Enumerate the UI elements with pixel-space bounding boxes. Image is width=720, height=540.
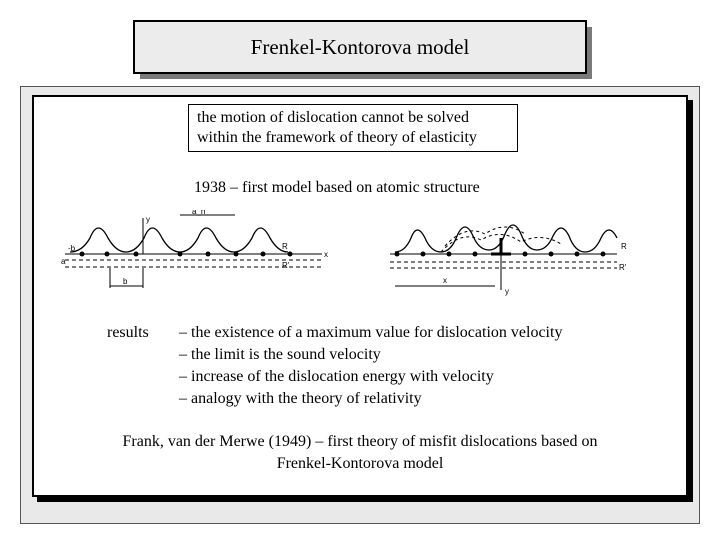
right-label-r: R (621, 242, 627, 251)
result-item-3: – increase of the dislocation energy with velocity (179, 368, 494, 385)
right-label-y: y (505, 287, 509, 296)
left-label-r-prime: R' (282, 261, 290, 270)
left-label-b: b (123, 277, 128, 286)
fk-model-figure-right (385, 210, 660, 300)
left-label-r: R (282, 242, 288, 251)
left-label-x: x (324, 250, 328, 259)
result-item-4: – analogy with the theory of relativity (179, 390, 422, 407)
left-label-y: y (146, 215, 150, 224)
right-label-r-prime: R' (619, 263, 627, 272)
frank-merwe-line-2: Frenkel-Kontorova model (276, 455, 444, 472)
note-line-2: within the framework of theory of elasticity (197, 129, 477, 146)
right-label-x: x (443, 276, 447, 285)
left-label-minus-b: -b (68, 244, 76, 253)
slide-title-text: Frenkel-Kontorova model (250, 34, 470, 59)
slide-title (133, 20, 587, 74)
frank-merwe-line-1: Frank, van der Merwe (1949) – first theory of misfit dislocations based on (122, 433, 598, 450)
note-line-1: the motion of dislocation cannot be solved (197, 109, 469, 126)
result-item-1: – the existence of a maximum value for dislocation velocity (179, 324, 563, 341)
history-line: 1938 – first model based on atomic structure (194, 179, 480, 196)
elasticity-note-box (188, 104, 518, 152)
result-item-2: – the limit is the sound velocity (179, 346, 381, 363)
right-potential-wave (395, 225, 617, 252)
left-potential-wave (70, 228, 288, 252)
results-label: results (107, 324, 149, 341)
left-label-a: a (61, 257, 66, 266)
left-label-a-h: a_h (192, 210, 206, 216)
fk-model-figure-left (60, 210, 335, 290)
